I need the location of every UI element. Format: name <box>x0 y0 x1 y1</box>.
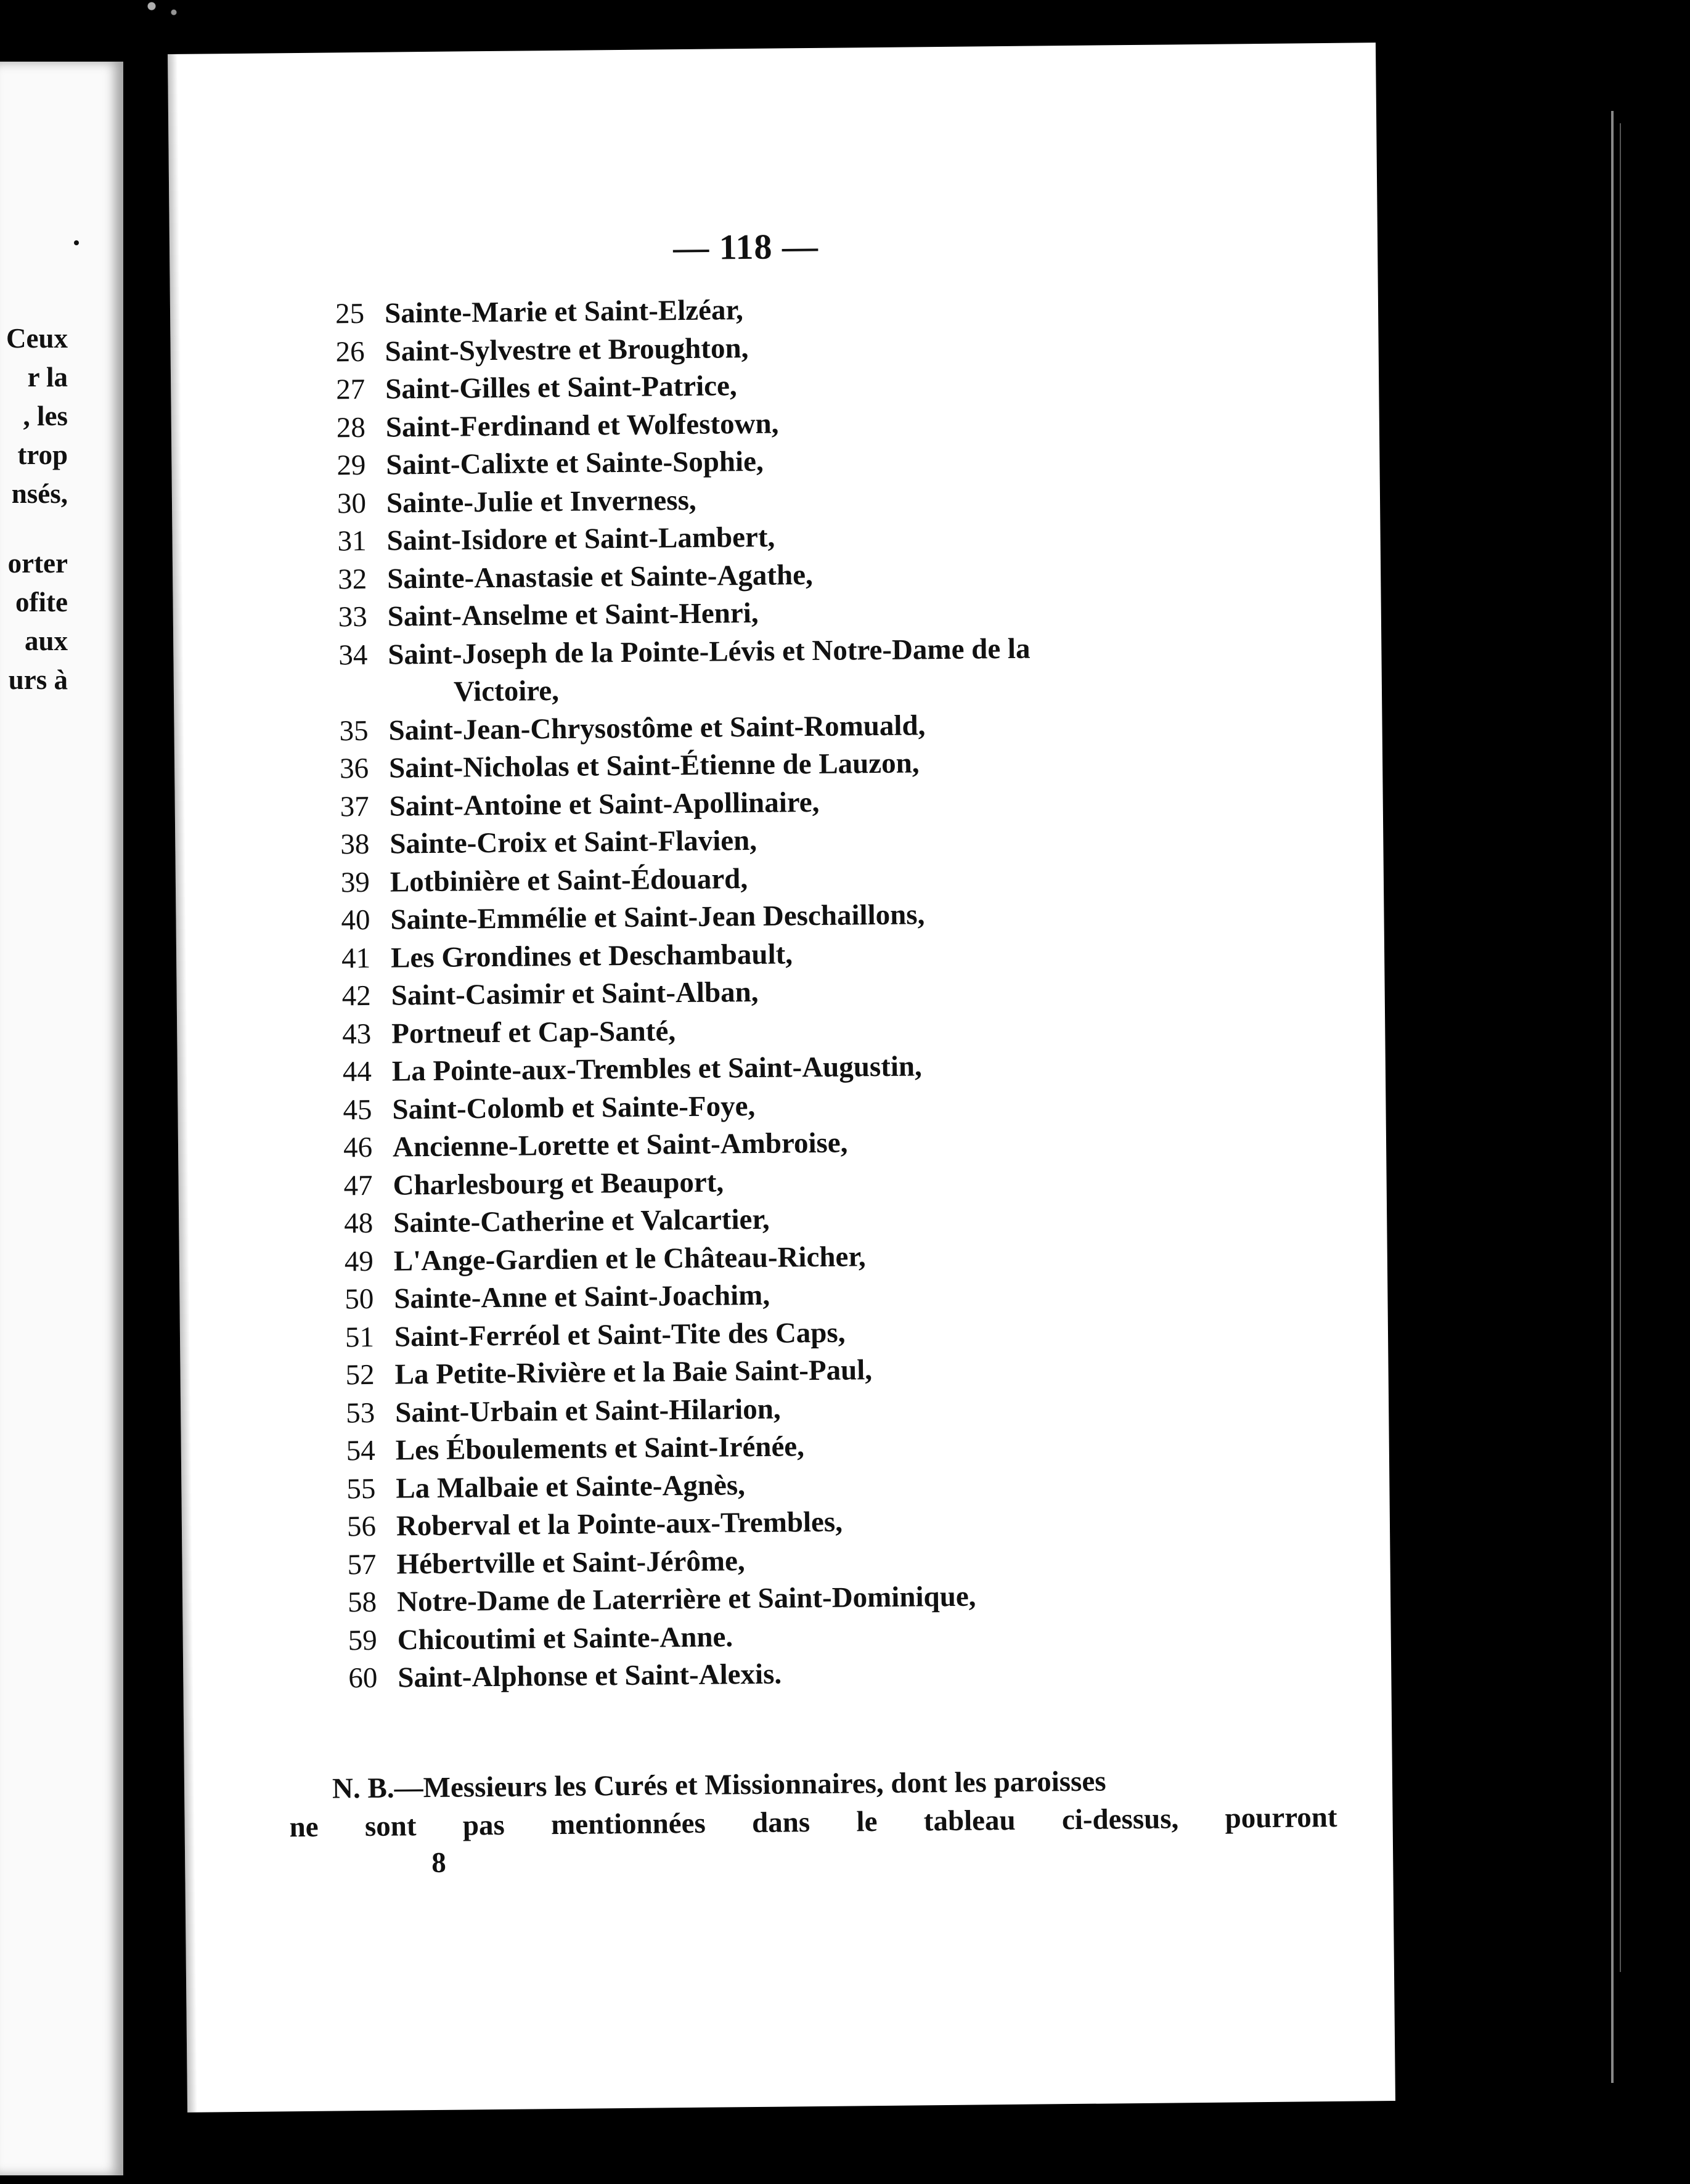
item-number: 55 <box>346 1472 376 1505</box>
item-text-block <box>395 1390 781 1432</box>
item-number: 39 <box>340 866 370 898</box>
item-text: Chicoutimi et Sainte-Anne. <box>397 1620 733 1656</box>
item-text: Saint-Jean-Chrysostôme et Saint-Romuald, <box>388 709 926 747</box>
book-page <box>168 43 1395 2113</box>
page-number: — 118 — <box>672 226 819 268</box>
item-number: 47 <box>343 1169 373 1202</box>
item-text-block <box>395 1428 804 1470</box>
facing-page-line: ofite <box>15 587 68 617</box>
item-text: Ancienne-Lorette et Saint-Ambroise, <box>392 1127 848 1163</box>
item-number: 40 <box>341 903 370 937</box>
item-text-block <box>396 1504 843 1546</box>
item-text-block <box>387 556 813 598</box>
item-number: 45 <box>343 1093 372 1126</box>
item-text-block <box>394 1277 770 1318</box>
item-text: Charlesbourg et Beauport, <box>393 1165 724 1202</box>
binding-edge <box>1620 123 1621 1972</box>
item-number: 36 <box>339 752 369 785</box>
item-text-block <box>391 935 793 977</box>
item-text-block <box>385 291 743 333</box>
binding-edge <box>1611 111 1614 2083</box>
item-text-block <box>392 1087 755 1128</box>
item-text-block <box>392 1048 923 1091</box>
item-text-block <box>391 1013 676 1053</box>
item-text: Saint-Antoine et Saint-Apollinaire, <box>389 786 820 823</box>
item-number: 41 <box>341 942 371 974</box>
item-number: 51 <box>345 1321 375 1353</box>
facing-page-line: r la <box>27 362 68 393</box>
item-number: 35 <box>339 714 369 747</box>
signature-mark: 8 <box>431 1846 446 1880</box>
item-number: 53 <box>345 1396 375 1429</box>
footnote-line: ne sont pas mentionnées dans le tableau ci-dessus, pourront <box>289 1801 1337 1844</box>
item-number: 31 <box>337 524 367 558</box>
list-item <box>338 627 1356 712</box>
item-text: Saint-Calixte et Sainte-Sophie, <box>386 445 764 481</box>
item-text: La Petite-Rivière et la Baie Saint-Paul, <box>394 1354 873 1391</box>
item-text: Sainte-Croix et Saint-Flavien, <box>390 824 757 860</box>
item-text-block <box>386 519 775 561</box>
facing-page-line: urs à <box>8 664 68 695</box>
item-text-block <box>386 405 779 447</box>
item-number: 43 <box>342 1017 372 1050</box>
item-text: Saint-Isidore et Saint-Lambert, <box>386 521 775 557</box>
item-number: 26 <box>335 335 365 368</box>
item-text: Notre-Dame de Laterrière et Saint-Dominique, <box>396 1580 976 1618</box>
item-text: Saint-Urbain et Saint-Hilarion, <box>394 1393 781 1429</box>
item-text: L'Ange-Gardien et le Château-Richer, <box>393 1240 866 1277</box>
item-text: Sainte-Catherine et Valcartier, <box>393 1203 770 1239</box>
item-number: 52 <box>345 1358 375 1391</box>
footnote <box>289 1759 1387 1846</box>
parish-list <box>335 286 1366 1698</box>
facing-page-line: orter <box>7 548 68 579</box>
item-text-block <box>389 744 920 788</box>
item-number: 27 <box>335 373 365 406</box>
facing-page-text <box>0 319 68 699</box>
facing-page-line: trop <box>17 439 68 470</box>
item-number: 33 <box>338 600 368 634</box>
item-text: Sainte-Emmélie et Saint-Jean Deschaillons, <box>390 898 925 936</box>
item-number: 56 <box>346 1510 377 1543</box>
item-text: La Pointe-aux-Trembles et Saint-Augustin, <box>391 1050 923 1088</box>
item-number: 42 <box>341 979 371 1013</box>
item-number: 34 <box>338 638 368 671</box>
item-text-block <box>396 1542 745 1584</box>
facing-page-line: , les <box>23 401 68 431</box>
item-text: Saint-Joseph de la Pointe-Lévis et Notre-Dame de la <box>388 632 1031 671</box>
item-number: 49 <box>344 1245 374 1277</box>
item-text: Sainte-Julie et Inverness, <box>386 484 696 520</box>
item-text-block <box>398 1656 782 1697</box>
item-text: Hébertville et Saint-Jérôme, <box>396 1544 745 1581</box>
facing-page-line: Ceux <box>6 323 68 354</box>
item-number: 54 <box>346 1434 376 1467</box>
item-text: Les Grondines et Deschambault, <box>390 937 793 974</box>
item-text-block <box>385 329 748 370</box>
item-number: 57 <box>347 1548 377 1581</box>
item-text-block <box>391 974 758 1015</box>
item-text: Saint-Gilles et Saint-Patrice, <box>385 370 737 405</box>
item-number: 30 <box>337 487 367 520</box>
item-text-block <box>397 1618 733 1660</box>
item-number: 25 <box>335 297 365 330</box>
item-text: Sainte-Anne et Saint-Joachim, <box>394 1279 770 1315</box>
item-text-block <box>393 1201 770 1242</box>
facing-page-line: nsés, <box>11 478 68 509</box>
item-text: Saint-Nicholas et Saint-Étienne de Lauzon, <box>388 747 920 784</box>
item-text: Portneuf et Cap-Santé, <box>391 1014 676 1050</box>
item-text-block <box>388 630 1031 712</box>
item-text: Saint-Colomb et Sainte-Foye, <box>392 1090 756 1126</box>
facing-page <box>0 62 123 2175</box>
footnote-line: N. B.—Messieurs les Curés et Missionnaires, dont les paroisses <box>332 1765 1106 1805</box>
item-text: Saint-Anselme et Saint-Henri, <box>387 597 759 633</box>
item-text-block <box>394 1238 866 1281</box>
item-number: 29 <box>337 449 366 482</box>
item-text-block <box>393 1163 724 1205</box>
item-text-block <box>397 1578 976 1622</box>
item-number: 50 <box>345 1282 374 1316</box>
item-number: 60 <box>348 1661 378 1695</box>
facing-page-line: aux <box>24 625 68 656</box>
item-text: Saint-Alphonse et Saint-Alexis. <box>398 1658 782 1694</box>
item-text-block <box>389 783 819 825</box>
item-number: 48 <box>343 1207 374 1240</box>
item-text-block <box>396 1467 745 1508</box>
item-text-block <box>390 860 748 902</box>
item-text-block <box>390 822 757 863</box>
item-text: Lotbinière et Saint-Édouard, <box>390 862 748 898</box>
item-text-block <box>394 1351 872 1394</box>
item-number: 28 <box>336 411 366 444</box>
item-text: Saint-Ferréol et Saint-Tite des Caps, <box>394 1316 846 1353</box>
facing-page-line <box>0 513 68 544</box>
item-text-block <box>390 896 925 939</box>
item-text-block <box>393 1124 848 1167</box>
item-number: 38 <box>340 828 370 861</box>
item-text-block <box>388 707 925 750</box>
item-text: Sainte-Marie et Saint-Elzéar, <box>384 294 743 330</box>
item-text: Sainte-Anastasie et Sainte-Agathe, <box>386 558 813 595</box>
item-text: Saint-Ferdinand et Wolfestown, <box>385 407 779 444</box>
item-number: 46 <box>343 1131 373 1164</box>
item-number: 58 <box>347 1586 377 1619</box>
item-text: Les Éboulements et Saint-Irénée, <box>395 1430 805 1467</box>
ink-dot <box>74 240 79 245</box>
item-text: Roberval et la Pointe-aux-Trembles, <box>396 1506 843 1542</box>
item-number: 37 <box>340 790 369 823</box>
item-number: 59 <box>348 1624 377 1656</box>
item-text-block <box>387 595 758 636</box>
item-text-block <box>394 1314 846 1356</box>
item-text: La Malbaie et Sainte-Agnès, <box>396 1469 746 1505</box>
item-text-block <box>386 481 696 522</box>
item-text-block <box>386 443 764 484</box>
scan-speck <box>129 0 203 31</box>
item-text: Saint-Casimir et Saint-Alban, <box>391 976 759 1012</box>
item-text-continuation: Victoire, <box>453 674 560 708</box>
item-number: 32 <box>337 563 367 595</box>
item-text-block <box>385 367 737 409</box>
item-number: 44 <box>342 1055 372 1088</box>
item-text: Saint-Sylvestre et Broughton, <box>385 332 749 368</box>
